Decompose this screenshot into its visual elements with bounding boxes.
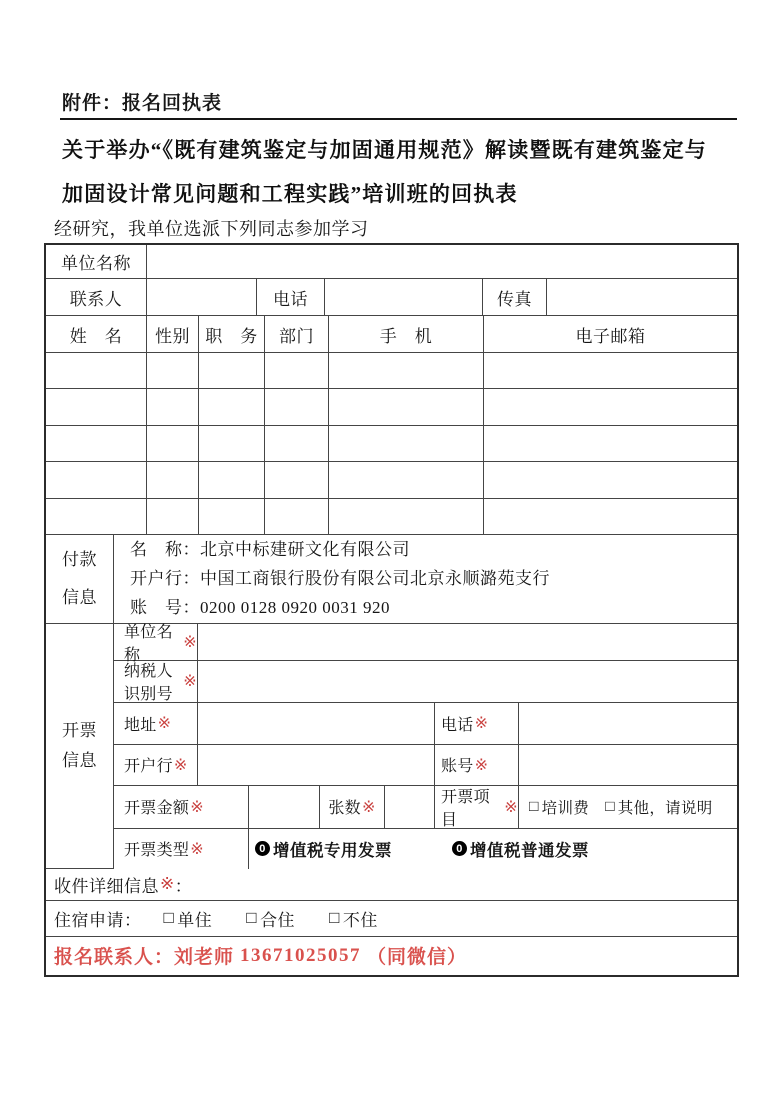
accommodation-option-none-label: 不住	[342, 910, 378, 930]
attendee-position-cell	[199, 353, 265, 389]
attendee-department-cell	[265, 426, 329, 462]
footer-contact-row	[46, 937, 737, 975]
invoice-account-cell	[435, 745, 519, 786]
invoice-type-label: 开票类型	[124, 842, 190, 860]
attendee-department-cell	[265, 389, 329, 425]
attendee-mobile-cell	[329, 499, 484, 535]
invoice-sheets-cell	[320, 786, 385, 829]
col-header-email: 电子邮箱	[484, 316, 737, 353]
attendee-position-cell	[199, 462, 265, 498]
attendee-gender-cell	[147, 353, 199, 389]
type-option-special-vat	[255, 837, 392, 861]
invoice-bank-cell	[114, 745, 198, 786]
attendee-gender-cell	[147, 462, 199, 498]
invoice-info-section	[46, 624, 737, 869]
recipient-info-cell	[46, 869, 737, 901]
attendee-name-cell	[46, 353, 147, 389]
required-mark: ※	[173, 756, 188, 774]
attachment-heading: 附件：报名回执表	[62, 93, 223, 114]
recipient-info-colon: ：	[174, 876, 193, 896]
attendee-name-cell	[46, 462, 147, 498]
attendee-name-cell	[46, 499, 147, 535]
project-option-other	[605, 796, 712, 818]
attendee-gender-cell	[147, 426, 199, 462]
invoice-unit-name-input-cell	[198, 624, 737, 661]
footer-contact-label: 报名联系人：刘老师	[54, 947, 235, 969]
col-header-gender: 性别	[147, 316, 199, 353]
attendee-email-cell	[484, 426, 737, 462]
col-header-name: 姓 名	[46, 316, 147, 353]
type-option-special-vat-label: 增值税专用发票	[273, 841, 392, 860]
invoice-label-line2: 信息	[62, 750, 97, 770]
invoice-section-label	[46, 624, 114, 869]
fax-input-cell	[547, 279, 737, 316]
attendee-header-row	[46, 316, 737, 353]
attendee-row	[46, 353, 737, 389]
invoice-amount-input-cell	[249, 786, 320, 829]
attendee-name-cell	[46, 426, 147, 462]
attendee-row	[46, 499, 737, 535]
required-mark: ※	[183, 673, 197, 691]
payment-details	[114, 535, 737, 624]
attendee-position-cell	[199, 426, 265, 462]
attendee-row	[46, 462, 737, 498]
unit-name-input-cell	[147, 245, 737, 279]
attendee-email-cell	[484, 353, 737, 389]
invoice-amount-label: 开票金额	[124, 800, 190, 818]
form-title-line1: 关于举办“《既有建筑鉴定与加固通用规范》解读暨既有建筑鉴定与	[62, 138, 707, 162]
contact-label: 联系人	[46, 279, 147, 316]
payment-label-line2: 信息	[62, 587, 97, 607]
payment-info-row	[46, 535, 737, 624]
invoice-bank-input-cell	[198, 745, 435, 786]
footer-contact-suffix: （同微信）	[367, 947, 468, 969]
type-option-general-vat	[452, 837, 589, 861]
required-mark: ※	[157, 715, 172, 733]
accommodation-option-none	[329, 906, 378, 931]
invoice-bank-row	[114, 745, 737, 786]
type-option-general-vat-label: 增值税普通发票	[470, 841, 589, 860]
attendee-position-cell	[199, 389, 265, 425]
attendee-email-cell	[484, 499, 737, 535]
registration-table	[44, 243, 739, 977]
attendee-department-cell	[265, 353, 329, 389]
required-mark: ※	[190, 840, 204, 858]
checkbox-icon: □	[605, 797, 615, 815]
invoice-label-line1: 开票	[62, 720, 97, 740]
attendee-row	[46, 389, 737, 425]
invoice-type-cell	[114, 829, 249, 869]
required-mark: ※	[183, 633, 197, 651]
attendee-department-cell	[265, 499, 329, 535]
phone-input-cell	[325, 279, 483, 316]
invoice-fields	[114, 624, 737, 869]
invoice-type-row	[114, 829, 737, 869]
contact-row	[46, 279, 737, 316]
unit-name-label: 单位名称	[46, 245, 147, 279]
col-header-mobile: 手 机	[329, 316, 484, 353]
fax-label: 传真	[483, 279, 547, 316]
required-mark: ※	[160, 874, 175, 894]
attendee-name-cell	[46, 389, 147, 425]
recipient-info-row	[46, 869, 737, 901]
required-mark: ※	[474, 756, 489, 774]
invoice-unit-name-label: 单位名称	[124, 623, 173, 664]
payment-label-line1: 付款	[62, 549, 97, 569]
invoice-project-cell	[435, 786, 519, 829]
invoice-phone-label: 电话	[441, 716, 474, 734]
footer-contact-cell	[46, 937, 737, 975]
invoice-phone-input-cell	[519, 703, 737, 745]
unit-name-row	[46, 245, 737, 279]
attendee-email-cell	[484, 462, 737, 498]
invoice-amount-cell	[114, 786, 249, 829]
attendee-mobile-cell	[329, 462, 484, 498]
invoice-address-cell	[114, 703, 198, 745]
form-title-line2: 加固设计常见问题和工程实践”培训班的回执表	[62, 182, 518, 206]
invoice-address-input-cell	[198, 703, 435, 745]
invoice-taxpayer-input-cell	[198, 661, 737, 703]
project-option-training-fee-label: 培训费	[541, 799, 590, 817]
attendee-mobile-cell	[329, 389, 484, 425]
attendee-row	[46, 426, 737, 462]
col-header-position: 职 务	[199, 316, 265, 353]
filled-zero-bullet-icon: 0	[255, 841, 270, 856]
invoice-project-options-cell	[519, 786, 737, 829]
invoice-account-label: 账号	[441, 758, 474, 776]
invoice-account-input-cell	[519, 745, 737, 786]
invoice-type-options-cell	[249, 829, 737, 869]
checkbox-icon: □	[163, 908, 175, 928]
col-header-department: 部门	[265, 316, 329, 353]
attendee-gender-cell	[147, 499, 199, 535]
filled-zero-bullet-icon: 0	[452, 841, 467, 856]
attendee-mobile-cell	[329, 353, 484, 389]
invoice-taxpayer-row	[114, 661, 737, 703]
phone-label: 电话	[257, 279, 325, 316]
payment-section-label	[46, 535, 114, 624]
heading-underline	[60, 118, 737, 120]
invoice-unit-name-row	[114, 623, 737, 664]
required-mark: ※	[361, 798, 376, 816]
attendee-email-cell	[484, 389, 737, 425]
project-option-training-fee	[529, 796, 589, 818]
invoice-phone-cell	[435, 703, 519, 745]
accommodation-row	[46, 901, 737, 937]
accommodation-option-single	[164, 906, 213, 931]
checkbox-icon: □	[329, 908, 340, 928]
required-mark: ※	[474, 715, 489, 733]
contact-input-cell	[147, 279, 257, 316]
accommodation-cell	[46, 901, 737, 937]
accommodation-option-single-label: 单住	[177, 910, 213, 930]
invoice-bank-label: 开户行	[124, 758, 173, 776]
attendee-gender-cell	[147, 389, 199, 425]
accommodation-option-shared-label: 合住	[260, 910, 296, 930]
required-mark: ※	[190, 798, 204, 816]
checkbox-icon: □	[529, 797, 539, 815]
invoice-amount-row	[114, 786, 737, 829]
attendee-department-cell	[265, 462, 329, 498]
payee-name-line: 名 称：北京中标建研文化有限公司	[130, 540, 410, 560]
checkbox-icon: □	[246, 908, 258, 928]
intro-text: 经研究，我单位选派下列同志参加学习	[54, 219, 369, 239]
invoice-address-label: 地址	[124, 716, 157, 734]
accommodation-label: 住宿申请：	[54, 910, 142, 930]
attendee-mobile-cell	[329, 426, 484, 462]
payee-bank-line: 开户行：中国工商银行股份有限公司北京永顺潞苑支行	[130, 569, 550, 589]
invoice-address-row	[114, 703, 737, 745]
invoice-sheets-label: 张数	[328, 800, 361, 818]
accommodation-option-shared	[246, 906, 295, 931]
invoice-sheets-input-cell	[385, 786, 435, 829]
invoice-taxpayer-cell	[114, 661, 198, 703]
footer-contact-phone: 13671025057	[240, 944, 362, 966]
required-mark: ※	[504, 798, 518, 816]
invoice-unit-name-cell	[114, 623, 198, 664]
invoice-taxpayer-label: 纳税人识别号	[124, 663, 173, 704]
attendee-position-cell	[199, 499, 265, 535]
invoice-project-label: 开票项目	[441, 788, 490, 829]
recipient-info-label: 收件详细信息	[54, 876, 159, 896]
payee-account-line: 账 号：0200 0128 0920 0031 920	[130, 598, 390, 618]
project-option-other-label: 其他，请说明	[617, 799, 713, 817]
